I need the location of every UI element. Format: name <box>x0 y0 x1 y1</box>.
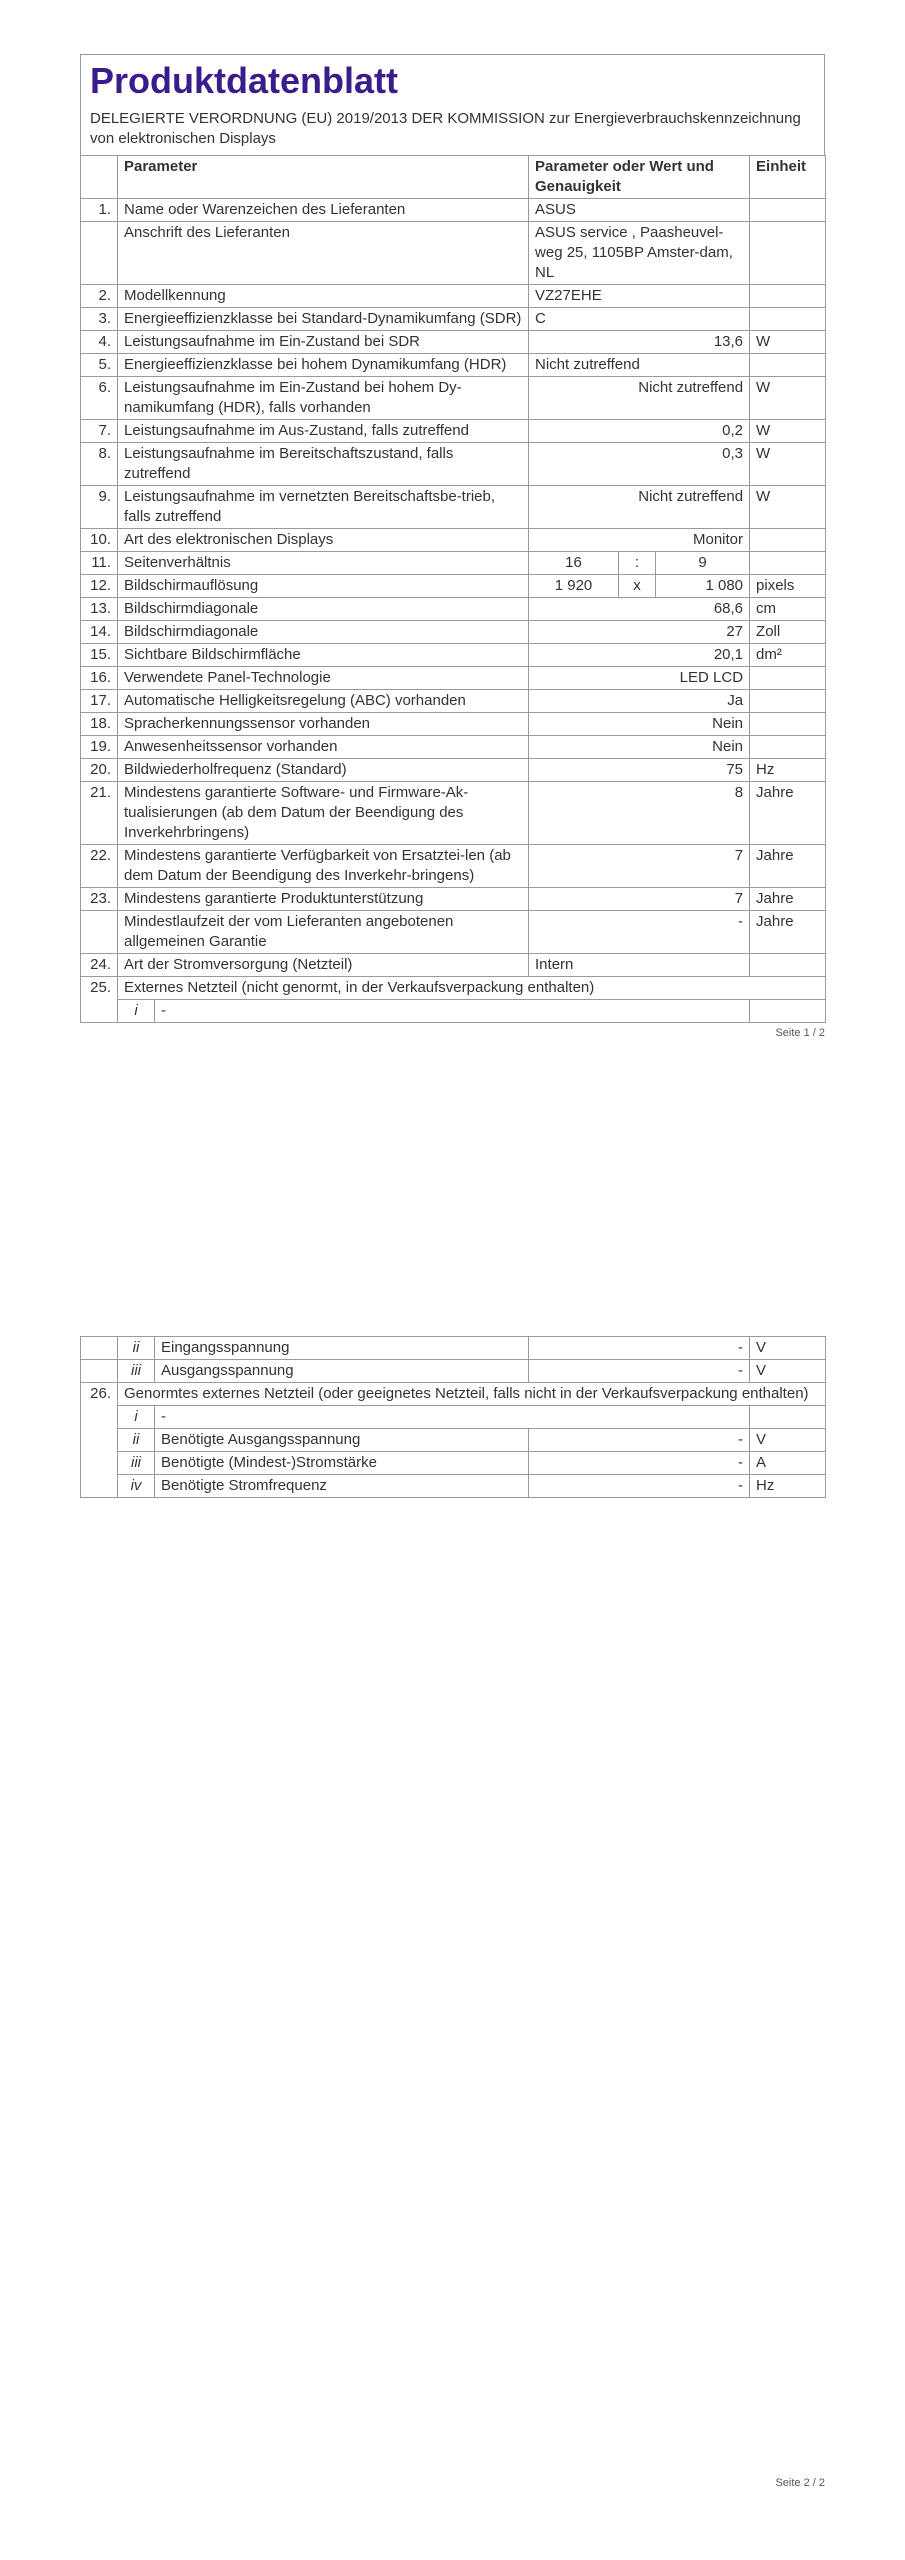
sub-index: iii <box>118 1360 155 1383</box>
table-row <box>81 199 826 222</box>
table-header-row <box>81 156 826 199</box>
parameter-unit <box>750 199 826 222</box>
parameter-unit: W <box>750 486 826 529</box>
parameter-label: Mindestens garantierte Verfügbarkeit von Ersatztei-len (ab dem Datum der Beendigung des Inverkehr-bringens) <box>118 845 529 888</box>
parameter-label: Automatische Helligkeitsregelung (ABC) vorhanden <box>118 690 529 713</box>
parameter-label: Ausgangsspannung <box>155 1360 529 1383</box>
parameter-label: Benötigte Ausgangsspannung <box>155 1429 529 1452</box>
table-row <box>81 845 826 888</box>
parameter-value: Intern <box>529 954 750 977</box>
parameter-label: Name oder Warenzeichen des Lieferanten <box>118 199 529 222</box>
row-number: 6. <box>81 377 118 420</box>
datasheet-page-2 <box>80 1336 825 1498</box>
parameter-label: Mindestens garantierte Produktunterstützung <box>118 888 529 911</box>
parameter-label: Energieeffizienzklasse bei Standard-Dynamikumfang (SDR) <box>118 308 529 331</box>
row-number <box>81 1360 118 1383</box>
sub-index: iv <box>118 1475 155 1498</box>
parameter-value: 7 <box>529 845 750 888</box>
parameter-label: Leistungsaufnahme im Ein-Zustand bei SDR <box>118 331 529 354</box>
parameter-label: Bildwiederholfrequenz (Standard) <box>118 759 529 782</box>
parameter-label: - <box>155 1000 750 1023</box>
table-row <box>81 621 826 644</box>
sub-index: i <box>118 1000 155 1023</box>
row-number: 26. <box>81 1383 118 1498</box>
parameter-unit <box>750 529 826 552</box>
parameter-label: Externes Netzteil (nicht genormt, in der Verkaufsverpackung enthalten) <box>118 977 826 1000</box>
table-row <box>81 331 826 354</box>
table-row <box>81 552 826 575</box>
table-row <box>81 222 826 285</box>
row-number: 15. <box>81 644 118 667</box>
parameter-value: - <box>529 1429 750 1452</box>
table-row <box>81 308 826 331</box>
table-row <box>81 713 826 736</box>
regulation-subtitle: DELEGIERTE VERORDNUNG (EU) 2019/2013 DER KOMMISSION zur Energieverbrauchskennzeichnung von elektronischen Displays <box>90 110 801 147</box>
parameter-label: Spracherkennungssensor vorhanden <box>118 713 529 736</box>
row-number <box>81 911 118 954</box>
parameter-value: Monitor <box>529 529 750 552</box>
parameter-unit: W <box>750 377 826 420</box>
table-row <box>81 1000 826 1023</box>
parameter-label: Modellkennung <box>118 285 529 308</box>
row-number: 14. <box>81 621 118 644</box>
parameter-unit: dm² <box>750 644 826 667</box>
parameter-unit <box>750 552 826 575</box>
row-number: 24. <box>81 954 118 977</box>
page-number: Seite 1 / 2 <box>775 1027 825 1039</box>
parameter-unit <box>750 667 826 690</box>
parameter-value: 0,3 <box>529 443 750 486</box>
table-row <box>81 954 826 977</box>
table-row <box>81 977 826 1000</box>
row-number: 13. <box>81 598 118 621</box>
parameter-value: - <box>529 1475 750 1498</box>
table-row <box>81 736 826 759</box>
page-title: Produktdatenblatt <box>90 60 399 101</box>
table-row <box>81 443 826 486</box>
parameter-value: 75 <box>529 759 750 782</box>
table-row <box>81 888 826 911</box>
parameter-value: 7 <box>529 888 750 911</box>
parameter-unit: Zoll <box>750 621 826 644</box>
parameter-label: Anschrift des Lieferanten <box>118 222 529 285</box>
row-number: 12. <box>81 575 118 598</box>
datasheet-table <box>80 155 826 1023</box>
parameter-unit <box>750 1406 826 1429</box>
parameter-value: ASUS service , Paasheuvel-weg 25, 1105BP Amster-dam, NL <box>529 222 750 285</box>
row-number <box>81 222 118 285</box>
row-number: 19. <box>81 736 118 759</box>
parameter-label: Benötigte (Mindest-)Stromstärke <box>155 1452 529 1475</box>
parameter-value: 8 <box>529 782 750 845</box>
table-row <box>81 759 826 782</box>
header-parameter: Parameter <box>118 156 529 199</box>
parameter-unit <box>750 690 826 713</box>
table-row <box>81 1360 826 1383</box>
table-row <box>81 1475 826 1498</box>
row-number: 9. <box>81 486 118 529</box>
parameter-value: 0,2 <box>529 420 750 443</box>
parameter-label: Mindestens garantierte Software- und Firmware-Ak-tualisierungen (ab dem Datum der Beendigung des Inverkehrbringens) <box>118 782 529 845</box>
parameter-unit: A <box>750 1452 826 1475</box>
parameter-unit: W <box>750 331 826 354</box>
row-number: 4. <box>81 331 118 354</box>
parameter-value: 68,6 <box>529 598 750 621</box>
sub-index: i <box>118 1406 155 1429</box>
parameter-value: - <box>529 1452 750 1475</box>
table-row <box>81 1406 826 1429</box>
parameter-unit: cm <box>750 598 826 621</box>
row-number: 23. <box>81 888 118 911</box>
parameter-label: Anwesenheitssensor vorhanden <box>118 736 529 759</box>
row-number: 20. <box>81 759 118 782</box>
parameter-unit <box>750 713 826 736</box>
datasheet-header <box>80 54 825 155</box>
parameter-label: Seitenverhältnis <box>118 552 529 575</box>
parameter-label: Leistungsaufnahme im Aus-Zustand, falls zutreffend <box>118 420 529 443</box>
parameter-unit: Hz <box>750 1475 826 1498</box>
page-number-2: Seite 2 / 2 <box>775 2477 825 2489</box>
parameter-label: Leistungsaufnahme im Ein-Zustand bei hohem Dy-namikumfang (HDR), falls vorhanden <box>118 377 529 420</box>
value-separator: x <box>619 575 656 598</box>
value-part-b: 1 080 <box>656 575 750 598</box>
parameter-label: Bildschirmdiagonale <box>118 621 529 644</box>
table-row <box>81 1337 826 1360</box>
value-part-a: 1 920 <box>529 575 619 598</box>
table-row <box>81 782 826 845</box>
header-unit: Einheit <box>750 156 826 199</box>
parameter-unit: pixels <box>750 575 826 598</box>
parameter-label: Mindestlaufzeit der vom Lieferanten angebotenen allgemeinen Garantie <box>118 911 529 954</box>
parameter-value: Nicht zutreffend <box>529 354 750 377</box>
row-number: 10. <box>81 529 118 552</box>
value-part-a: 16 <box>529 552 619 575</box>
parameter-value: Nicht zutreffend <box>529 377 750 420</box>
parameter-unit: Jahre <box>750 888 826 911</box>
parameter-label: - <box>155 1406 750 1429</box>
row-number <box>81 1337 118 1360</box>
parameter-value: 20,1 <box>529 644 750 667</box>
table-row <box>81 667 826 690</box>
parameter-unit: Jahre <box>750 911 826 954</box>
parameter-unit: V <box>750 1337 826 1360</box>
parameter-unit: W <box>750 443 826 486</box>
parameter-unit <box>750 308 826 331</box>
parameter-value: 27 <box>529 621 750 644</box>
parameter-unit: W <box>750 420 826 443</box>
sub-index: iii <box>118 1452 155 1475</box>
row-number: 22. <box>81 845 118 888</box>
parameter-label: Sichtbare Bildschirmfläche <box>118 644 529 667</box>
parameter-value: LED LCD <box>529 667 750 690</box>
row-number: 16. <box>81 667 118 690</box>
parameter-value: Nicht zutreffend <box>529 486 750 529</box>
parameter-label: Leistungsaufnahme im Bereitschaftszustand, falls zutreffend <box>118 443 529 486</box>
table-row <box>81 285 826 308</box>
row-number: 8. <box>81 443 118 486</box>
row-number: 5. <box>81 354 118 377</box>
row-number: 17. <box>81 690 118 713</box>
row-number: 2. <box>81 285 118 308</box>
header-value: Parameter oder Wert und Genauigkeit <box>529 156 750 199</box>
parameter-unit <box>750 736 826 759</box>
row-number: 1. <box>81 199 118 222</box>
table-row <box>81 598 826 621</box>
datasheet-page-1 <box>80 54 825 1039</box>
parameter-label: Bildschirmauflösung <box>118 575 529 598</box>
table-row <box>81 575 826 598</box>
parameter-value: Ja <box>529 690 750 713</box>
row-number: 25. <box>81 977 118 1023</box>
parameter-value: - <box>529 1360 750 1383</box>
parameter-value: Nein <box>529 713 750 736</box>
table-row <box>81 354 826 377</box>
parameter-value: - <box>529 911 750 954</box>
parameter-label: Art der Stromversorgung (Netzteil) <box>118 954 529 977</box>
parameter-label: Energieeffizienzklasse bei hohem Dynamikumfang (HDR) <box>118 354 529 377</box>
parameter-value: VZ27EHE <box>529 285 750 308</box>
parameter-unit: V <box>750 1360 826 1383</box>
parameter-value: - <box>529 1337 750 1360</box>
table-row <box>81 486 826 529</box>
table-row <box>81 1429 826 1452</box>
parameter-value: ASUS <box>529 199 750 222</box>
parameter-unit: Jahre <box>750 782 826 845</box>
parameter-unit: V <box>750 1429 826 1452</box>
parameter-unit: Hz <box>750 759 826 782</box>
parameter-label: Eingangsspannung <box>155 1337 529 1360</box>
parameter-label: Bildschirmdiagonale <box>118 598 529 621</box>
parameter-value: Nein <box>529 736 750 759</box>
parameter-label: Genormtes externes Netzteil (oder geeignetes Netzteil, falls nicht in der Verkaufsverpackung enthalten) <box>118 1383 826 1406</box>
parameter-unit <box>750 222 826 285</box>
table-row <box>81 377 826 420</box>
parameter-unit <box>750 954 826 977</box>
table-row <box>81 1383 826 1406</box>
parameter-unit <box>750 285 826 308</box>
parameter-label: Leistungsaufnahme im vernetzten Bereitschaftsbe-trieb, falls zutreffend <box>118 486 529 529</box>
parameter-unit <box>750 1000 826 1023</box>
parameter-unit <box>750 354 826 377</box>
table-row <box>81 911 826 954</box>
value-part-b: 9 <box>656 552 750 575</box>
parameter-label: Verwendete Panel-Technologie <box>118 667 529 690</box>
table-row <box>81 644 826 667</box>
table-row <box>81 690 826 713</box>
row-number: 11. <box>81 552 118 575</box>
table-row <box>81 1452 826 1475</box>
row-number: 21. <box>81 782 118 845</box>
sub-index: ii <box>118 1429 155 1452</box>
table-row <box>81 529 826 552</box>
parameter-value: 13,6 <box>529 331 750 354</box>
table-row <box>81 420 826 443</box>
parameter-label: Benötigte Stromfrequenz <box>155 1475 529 1498</box>
row-number: 18. <box>81 713 118 736</box>
parameter-label: Art des elektronischen Displays <box>118 529 529 552</box>
parameter-unit: Jahre <box>750 845 826 888</box>
parameter-value: C <box>529 308 750 331</box>
row-number: 3. <box>81 308 118 331</box>
datasheet-table-continued <box>80 1336 826 1498</box>
value-separator: : <box>619 552 656 575</box>
row-number: 7. <box>81 420 118 443</box>
sub-index: ii <box>118 1337 155 1360</box>
